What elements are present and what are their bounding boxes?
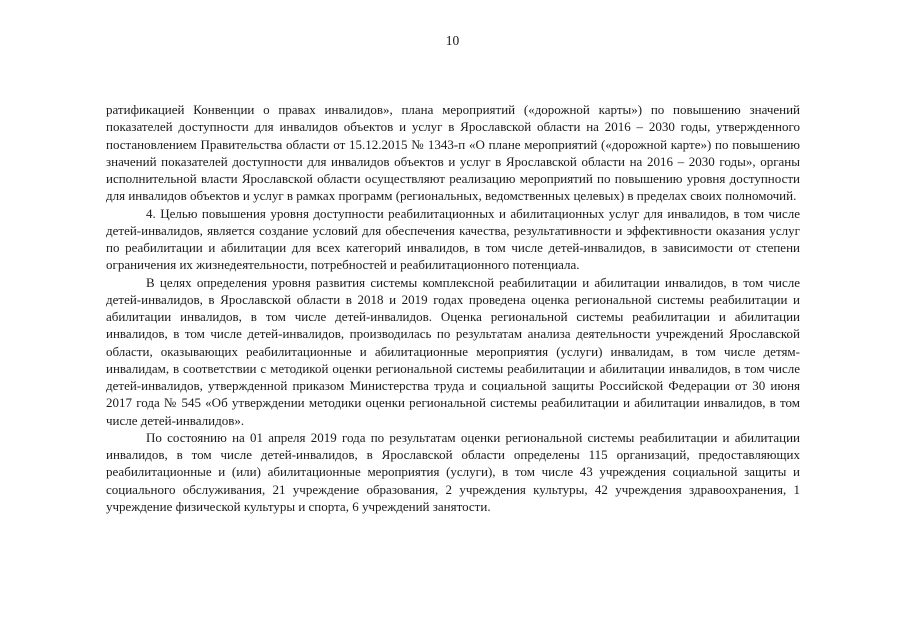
paragraph-status: По состоянию на 01 апреля 2019 года по результатам оценки региональной системы реабилитации и абилитации инвалидов, в том числе детей-инвалидов, в Ярославской области определены 115 организаций, предоставляющих реабилитационные и (или) абилитационные мероприятия (услуги), в том числе 43 учреждения социальной защиты и социального обслуживания, 21 учреждение образования, 2 учреждения культуры, 42 учреждения здравоохранения, 1 учреждение физической культуры и спорта, 6 учреждений занятости. — [106, 429, 800, 514]
paragraph-item-4: 4. Целью повышения уровня доступности реабилитационных и абилитационных услуг для инвалидов, в том числе детей-инвалидов, является создание условий для обеспечения качества, результативности и эффективности оказания услуг по реабилитации и абилитации для всех категорий инвалидов, в том числе детей-инвалидов, в зависимости от степени ограничения их жизнедеятельности, потребностей и реабилитационного потенциала. — [106, 205, 800, 273]
document-body — [106, 101, 800, 515]
paragraph-assessment: В целях определения уровня развития системы комплексной реабилитации и абилитации инвалидов, в том числе детей-инвалидов, в Ярославской области в 2018 и 2019 годах проведена оценка региональной системы реабилитации и абилитации инвалидов, в том числе детей-инвалидов. Оценка региональной системы реабилитации и абилитации инвалидов, в том числе детей-инвалидов, производилась по результатам анализа деятельности учреждений Ярославской области, оказывающих реабилитационные и абилитационные мероприятия (услуги) инвалидам, в том числе детям-инвалидам, в соответствии с методикой оценки региональной системы реабилитации и абилитации инвалидов, в том числе детей-инвалидов, утвержденной приказом Министерства труда и социальной защиты Российской Федерации от 30 июня 2017 года № 545 «Об утверждении методики оценки региональной системы реабилитации и абилитации инвалидов, в том числе детей-инвалидов». — [106, 274, 800, 428]
page-number: 10 — [445, 33, 460, 48]
paragraph-continuation: ратификацией Конвенции о правах инвалидов», плана мероприятий («дорожной карты») по повышению значений показателей доступности для инвалидов объектов и услуг в Ярославской области на 2016 – 2030 годы, утвержденного постановлением Правительства области от 15.12.2015 № 1343-п «О плане мероприятий («дорожной карте») по повышению значений показателей доступности для инвалидов объектов и услуг в Ярославской области на 2016 – 2030 годы», органы исполнительной власти Ярославской области осуществляют реализацию мероприятий по повышению уровня доступности для инвалидов объектов и услуг в рамках программ (региональных, ведомственных целевых) в пределах своих полномочий. — [106, 102, 800, 204]
